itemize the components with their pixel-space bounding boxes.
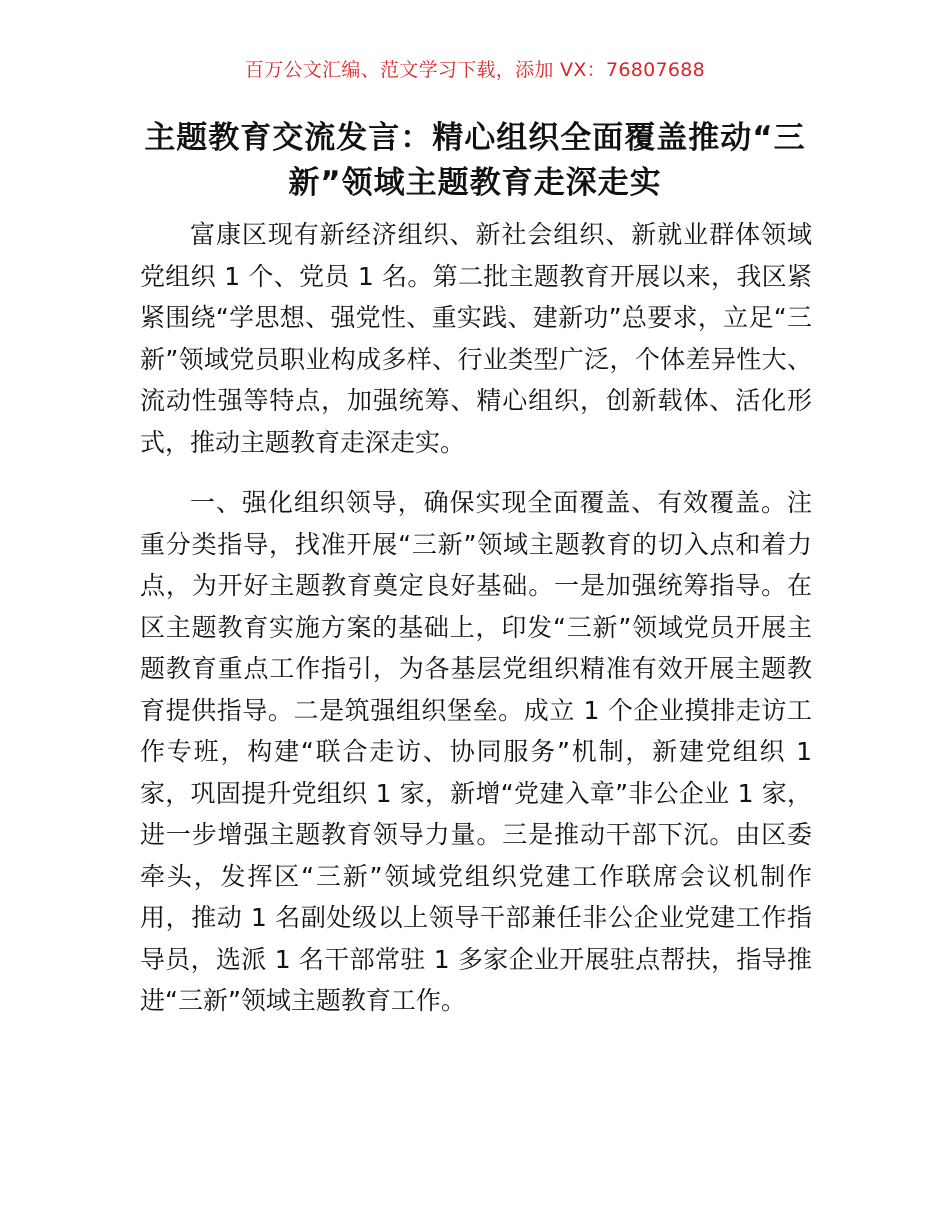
intro-paragraph: 富康区现有新经济组织、新社会组织、新就业群体领域党组织 1 个、党员 1 名。第二批主题教育开展以来，我区紧紧围绕“学思想、强党性、重实践、建新功”总要求，立足“三新”领域党员职业构成多样、行业类型广泛，个体差异性大、流动性强等特点，加强统筹、精心组织，创新载体、活化形式，推动主题教育走深走实。: [140, 220, 812, 457]
document-title: 主题教育交流发言：精心组织全面覆盖推动“三新”领域主题教育走深走实: [144, 120, 806, 201]
promo-banner: 百万公文汇编、范文学习下载，添加 VX：76807688: [244, 59, 706, 81]
section-one-paragraph: 一、强化组织领导，确保实现全面覆盖、有效覆盖。注重分类指导，找准开展“三新”领域主题教育的切入点和着力点，为开好主题教育奠定良好基础。一是加强统筹指导。在区主题教育实施方案的基础上，印发“三新”领域党员开展主题教育重点工作指引，为各基层党组织精准有效开展主题教育提供指导。二是筑强组织堡垒。成立 1 个企业摸排走访工作专班，构建“联合走访、协同服务”机制，新建党组织 1 家，巩固提升党组织 1 家，新增“党建入章”非公企业 1 家，进一步增强主题教育领导力量。三是推动干部下沉。由区委牵头，发挥区“三新”领域党组织党建工作联席会议机制作用，推动 1 名副处级以上领导干部兼任非公企业党建工作指导员，选派 1 名干部常驻 1 多家企业开展驻点帮扶，指导推进“三新”领域主题教育工作。: [140, 488, 812, 1015]
document-body: [140, 214, 812, 1022]
